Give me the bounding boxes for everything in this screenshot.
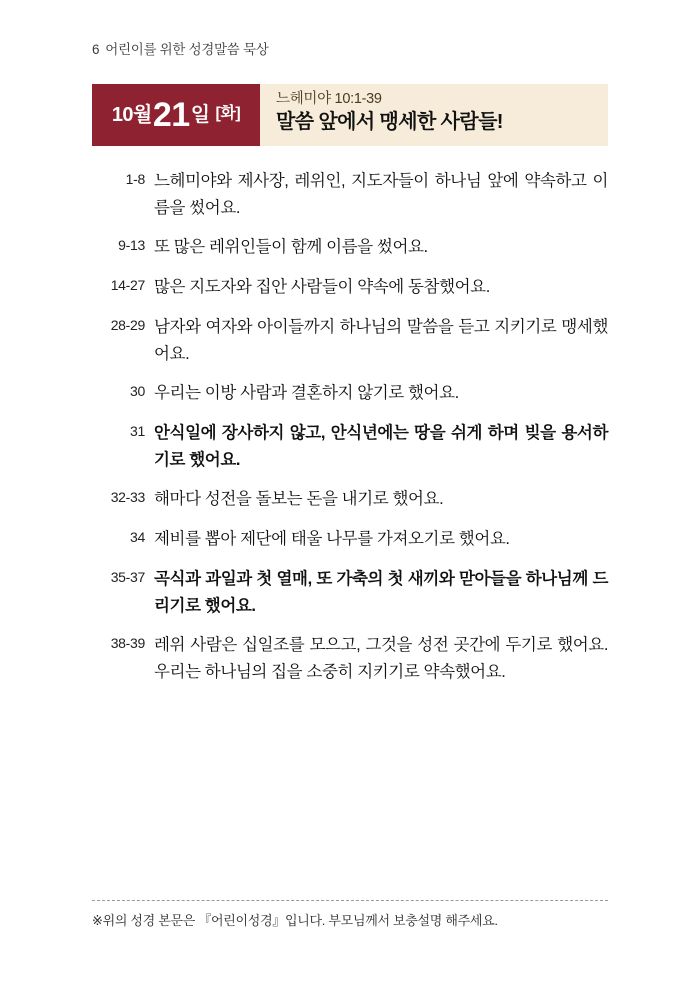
- verse-range: 32-33: [110, 489, 145, 506]
- verse-range: 35-37: [110, 568, 145, 585]
- verse-text: 제비를 뽑아 제단에 태울 나무를 가져오기로 했어요.: [154, 530, 510, 549]
- title-block: [260, 84, 608, 146]
- verse-row: [92, 486, 608, 513]
- verse-text: 또 많은 레위인들이 함께 이름을 썼어요.: [154, 238, 428, 257]
- verse-row: [92, 380, 608, 407]
- verse-text: 곡식과 과일과 첫 열매, 또 가축의 첫 새끼와 맏아들을 하나님께 드리기로 했어요.: [154, 569, 608, 615]
- verse-range: 34: [130, 529, 145, 546]
- verse-range: 31: [130, 423, 145, 440]
- verse-range: 9-13: [118, 237, 145, 254]
- verse-list: [92, 168, 608, 699]
- verse-range: 14-27: [110, 277, 145, 294]
- verse-range: 38-39: [110, 635, 145, 652]
- verse-text: 안식일에 장사하지 않고, 안식년에는 땅을 쉬게 하며 빚을 용서하기로 했어요.: [154, 424, 608, 469]
- date-day-suffix: 일: [190, 103, 210, 126]
- verse-row: [92, 632, 608, 685]
- verse-row: [92, 526, 608, 553]
- verse-row: [92, 566, 608, 619]
- page-number: 6: [92, 42, 100, 57]
- verse-row: [92, 168, 608, 221]
- verse-range: 28-29: [110, 316, 145, 333]
- book-title: 어린이를 위한 성경말씀 묵상: [105, 42, 269, 57]
- verse-row: [92, 274, 608, 301]
- verse-text: 느헤미야와 제사장, 레위인, 지도자들이 하나님 앞에 약속하고 이름을 썼어요.: [154, 172, 608, 217]
- verse-text: 우리는 이방 사람과 결혼하지 않기로 했어요.: [154, 384, 459, 403]
- verse-range: 1-8: [125, 171, 145, 187]
- footnote: ※위의 성경 본문은 『어린이성경』입니다. 부모님께서 보충설명 해주세요.: [92, 913, 498, 928]
- scripture-reference: 느헤미야 10:1-39: [276, 91, 382, 107]
- verse-text: 많은 지도자와 집안 사람들이 약속에 동참했어요.: [154, 278, 490, 297]
- verse-text: 해마다 성전을 돌보는 돈을 내기로 했어요.: [154, 490, 444, 509]
- running-head: [92, 38, 268, 58]
- date-block: [92, 84, 260, 146]
- footnote-divider: [92, 900, 608, 901]
- verse-row: [92, 420, 608, 473]
- verse-row: [92, 314, 608, 367]
- verse-text: 레위 사람은 십일조를 모으고, 그것을 성전 곳간에 두기로 했어요. 우리는 하나님의 집을 소중히 지키기로 약속했어요.: [154, 636, 608, 682]
- date-day: 21: [152, 96, 190, 134]
- verse-range: 30: [130, 383, 145, 400]
- verse-row: [92, 234, 608, 261]
- devotion-title: 말씀 앞에서 맹세한 사람들!: [276, 111, 503, 134]
- date-month: 10월: [111, 103, 152, 126]
- verse-text: 남자와 여자와 아이들까지 하나님의 말씀을 듣고 지키기로 맹세했어요.: [154, 317, 608, 363]
- date-weekday: [화]: [215, 105, 241, 122]
- devotion-banner: [92, 84, 608, 146]
